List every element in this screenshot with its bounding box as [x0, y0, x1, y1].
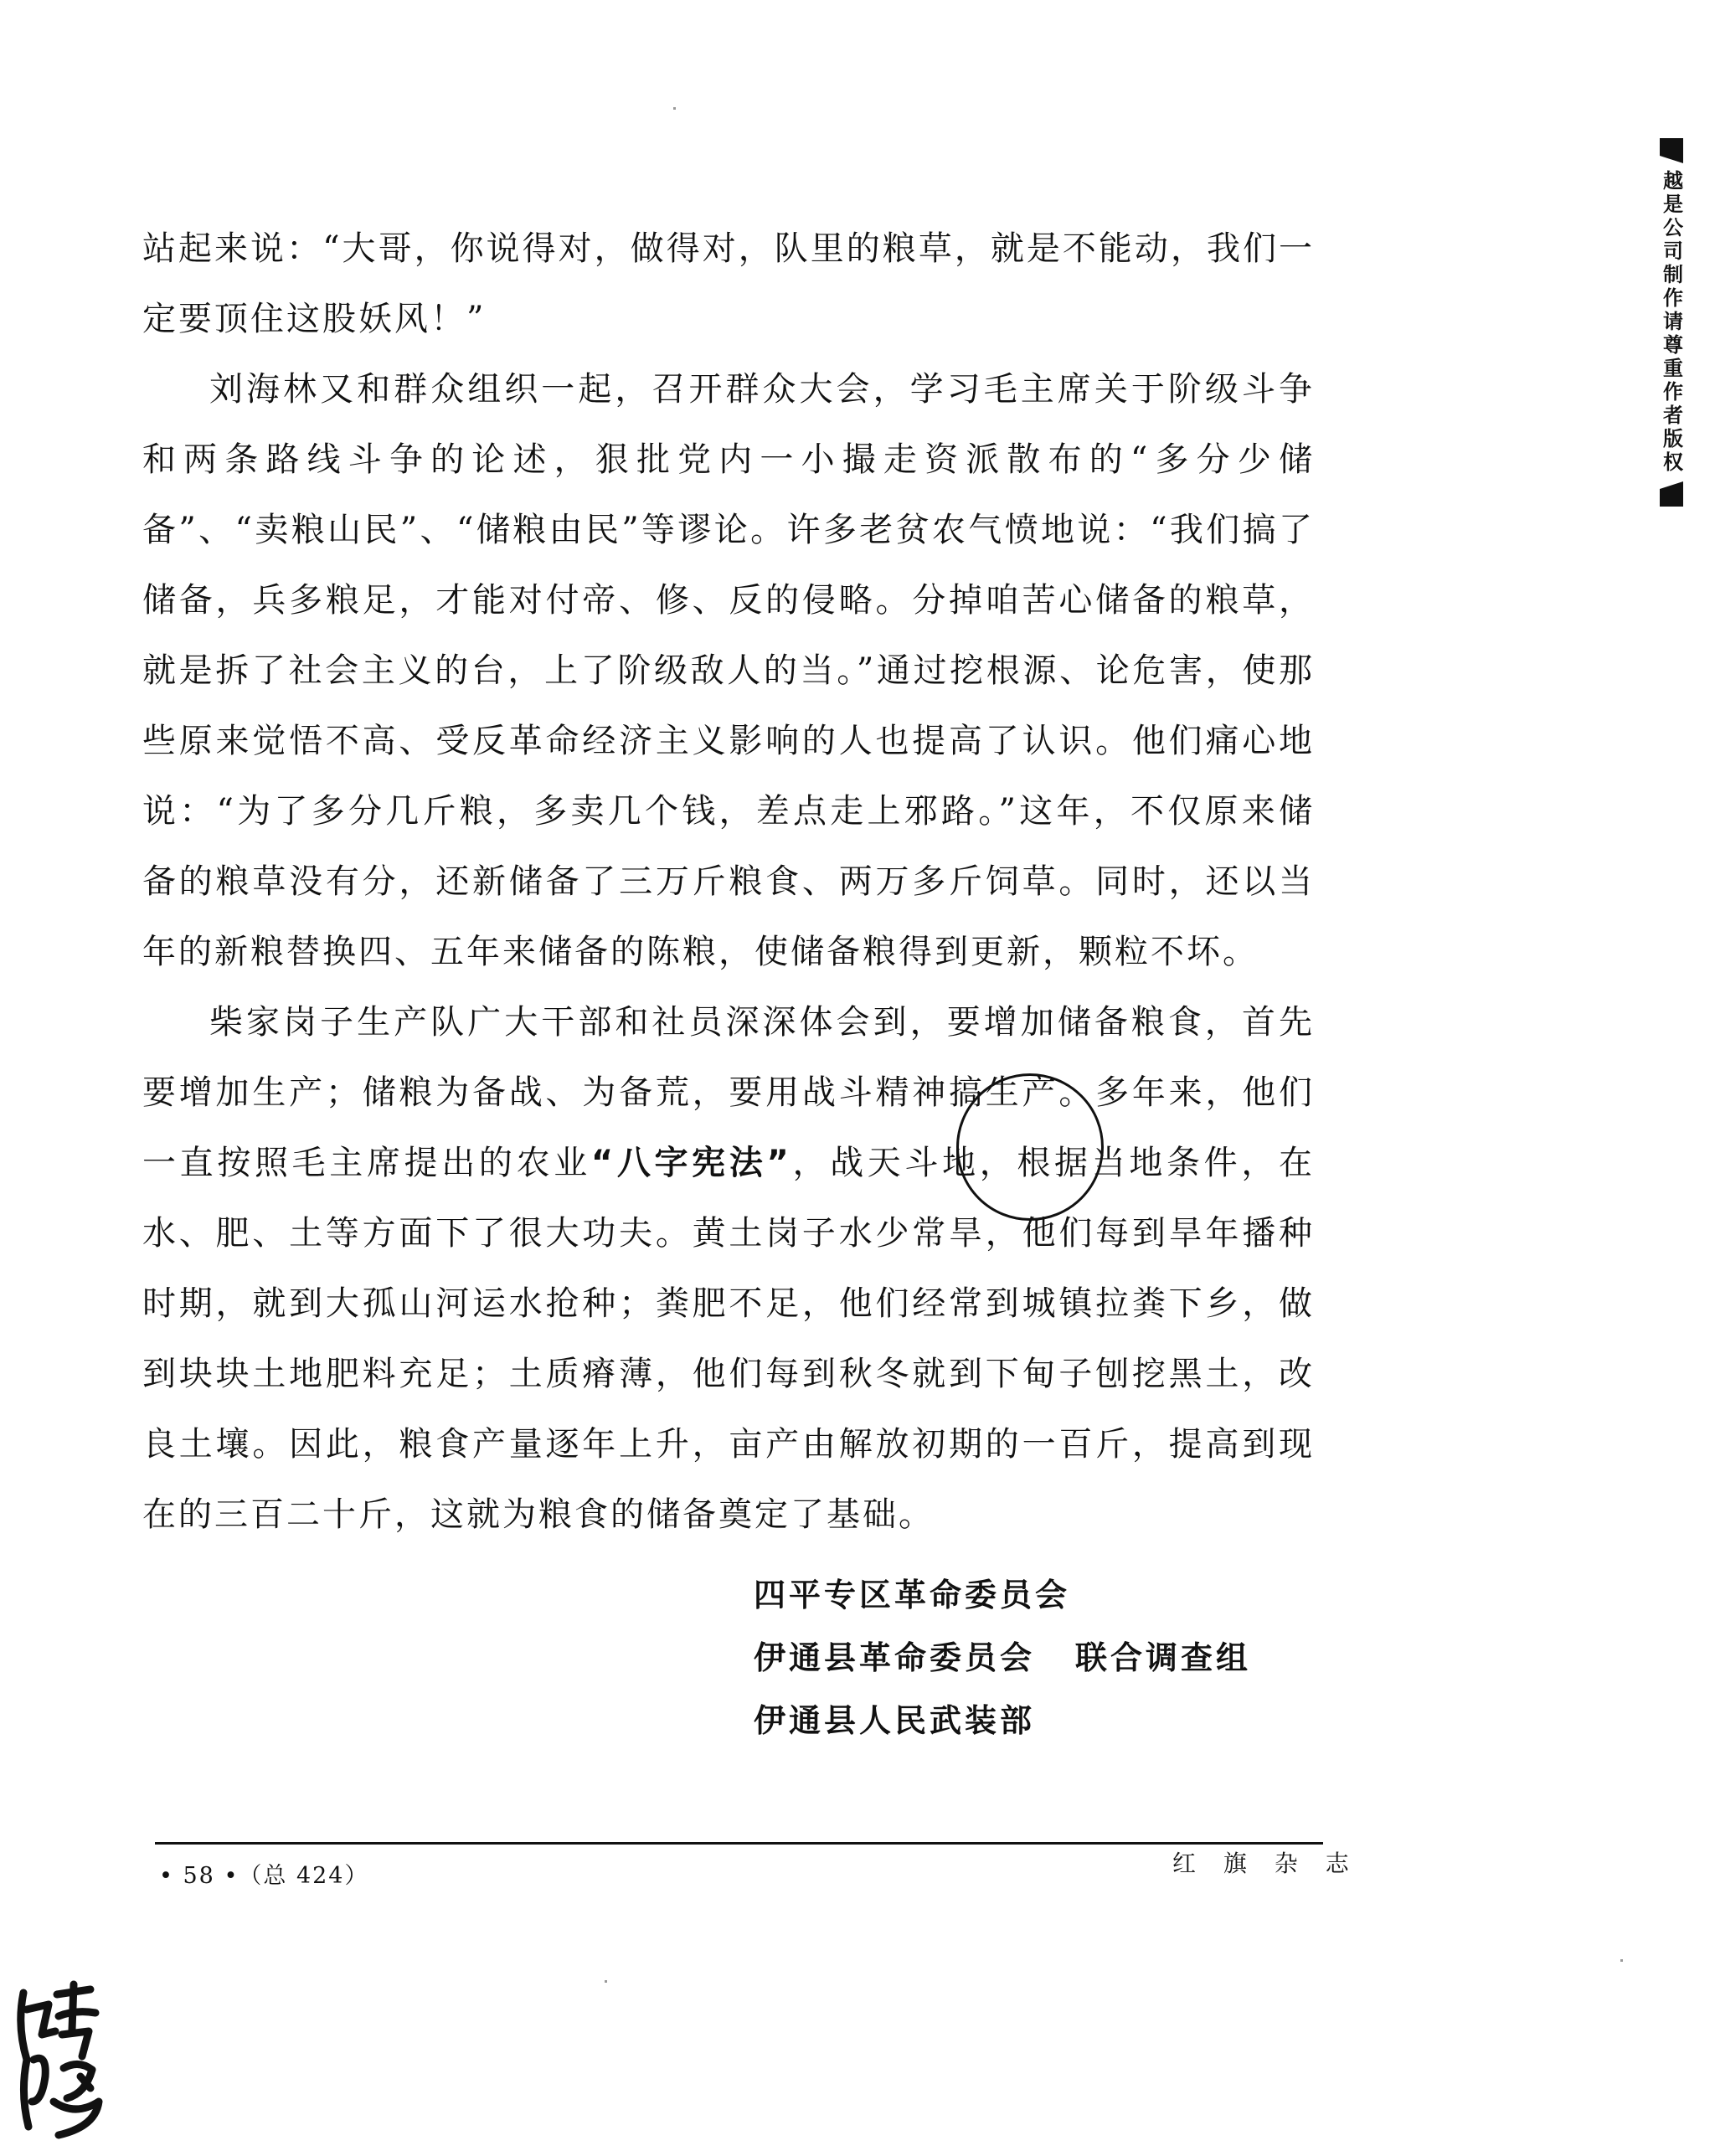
hand-drawn-circle-annotation: [956, 1073, 1104, 1221]
paragraph-text: ，战天斗地，根据当地条件，在水、肥、土等方面下了很大功夫。黄土岗子水少常旱，他们每到旱年播种时期，就到大孤山河运水抢种；粪肥不足，他们经常到城镇拉粪下乡，做到块块土地肥料充足；土质瘠薄，他们每到秋冬就到下甸子刨挖黑土，改良土壤。因此，粮食产量逐年上升，亩产由解放初期的一百斤，提高到现在的三百二十斤，这就为粮食的储备奠定了基础。: [142, 1144, 1316, 1534]
watermark-bar-top: [1660, 138, 1683, 163]
signature-org-yitong-armed: 伊通县人民武装部: [754, 1702, 1036, 1739]
seal-stamp-logo: [8, 1976, 109, 2143]
paragraph-text: 柴家岗子生产队广大干部和社员深深体会到，要增加储备粮食，首先要增加生产；储粮为备战、为备荒，要用战斗精神搞生产。多年来，他们一直按照毛主席提出的农业: [142, 1003, 1315, 1182]
article-body: [142, 214, 1315, 1550]
footer-rule: [155, 1842, 1323, 1845]
signature-org-yitong-committee: 伊通县革命委员会: [754, 1639, 1036, 1676]
scan-speck: [605, 1980, 607, 1983]
watermark-bar-bottom: [1660, 481, 1683, 507]
watermark-text: 越是公司制作请尊重作者版权: [1659, 170, 1683, 475]
journal-name: 红 旗 杂 志: [1172, 1850, 1359, 1877]
signature-line-siping: [754, 1564, 1251, 1627]
paragraph-text: 刘海林又和群众组织一起，召开群众大会，学习毛主席关于阶级斗争和两条路线斗争的论述，狠批党内一小撮走资派散布的“多分少储备”、“卖粮山民”、“储粮由民”等谬论。许多老贫农气愤地说：“我们搞了储备，兵多粮足，才能对付帝、修、反的侵略。分掉咱苦心储备的粮草，就是拆了社会主义的台，上了阶级敌人的当。”通过挖根源、论危害，使那些原来觉悟不高、受反革命经济主义影响的人也提高了认识。他们痛心地说：“为了多分几斤粮，多卖几个钱，差点走上邪路。”这年，不仅原来储备的粮草没有分，还新储备了三万斤粮食、两万多斤饲草。同时，还以当年的新粮替换四、五年来储备的陈粮，使储备粮得到更新，颗粒不坏。: [142, 370, 1315, 971]
signature-line-yitong-armed: [754, 1690, 1251, 1752]
signature-block: [754, 1564, 1251, 1752]
scan-speck: [673, 107, 676, 110]
signature-org-siping: 四平专区革命委员会: [754, 1577, 1071, 1613]
article-paragraph: [142, 214, 1315, 354]
bold-term: “八字宪法”: [590, 1144, 791, 1182]
article-paragraph: [142, 987, 1315, 1550]
side-watermark: [1655, 138, 1688, 507]
scan-speck: [1620, 1959, 1623, 1962]
signature-line-yitong-committee: [754, 1627, 1251, 1690]
article-paragraph: [142, 354, 1315, 987]
signature-joint-survey-group: 联合调查组: [1075, 1639, 1252, 1676]
paragraph-text: 站起来说：“大哥，你说得对，做得对，队里的粮草，就是不能动，我们一定要顶住这股妖风！”: [142, 229, 1315, 338]
page-number: • 58 •（总 424）: [159, 1863, 369, 1889]
